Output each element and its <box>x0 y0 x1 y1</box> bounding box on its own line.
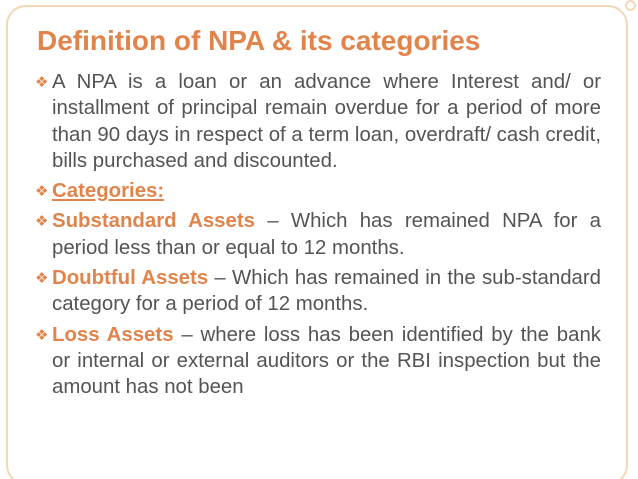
bullet-list <box>35 69 601 405</box>
bullet-npa-definition <box>35 69 601 174</box>
substandard-assets-heading: Substandard Assets <box>52 210 255 233</box>
diamond-bullet-icon: ❖ <box>35 182 49 201</box>
slide-title: Definition of NPA & its categories <box>37 25 481 56</box>
doubtful-assets-heading: Doubtful Assets <box>52 267 209 290</box>
bullet-doubtful-assets <box>35 265 601 318</box>
npa-definition-text: A NPA is a loan or an advance where Interest and/ or installment of principal remain overdue for a period of more than 90 days in respect of a term loan, overdraft/ cash credit, bills purchased and discounted. <box>52 71 601 172</box>
doubtful-assets-text: – Which has remained in the sub-standard category for a period of 12 months. <box>52 267 601 316</box>
diamond-bullet-icon: ❖ <box>35 73 49 91</box>
bullet-substandard-assets <box>35 208 601 261</box>
categories-heading: Categories: <box>52 180 165 203</box>
diamond-bullet-icon: ❖ <box>35 212 49 231</box>
bullet-loss-assets <box>35 322 601 401</box>
corner-dot <box>625 0 636 11</box>
substandard-assets-text: – Which has remained NPA for a period less than or equal to 12 months. <box>52 210 601 259</box>
loss-assets-text: – where loss has been identified by the bank or internal or external auditors or the RBI inspection but the amount has not been <box>52 323 601 399</box>
diamond-bullet-icon: ❖ <box>35 325 49 344</box>
loss-assets-heading: Loss Assets <box>52 323 174 346</box>
diamond-bullet-icon: ❖ <box>35 269 49 288</box>
bullet-categories <box>35 178 601 204</box>
